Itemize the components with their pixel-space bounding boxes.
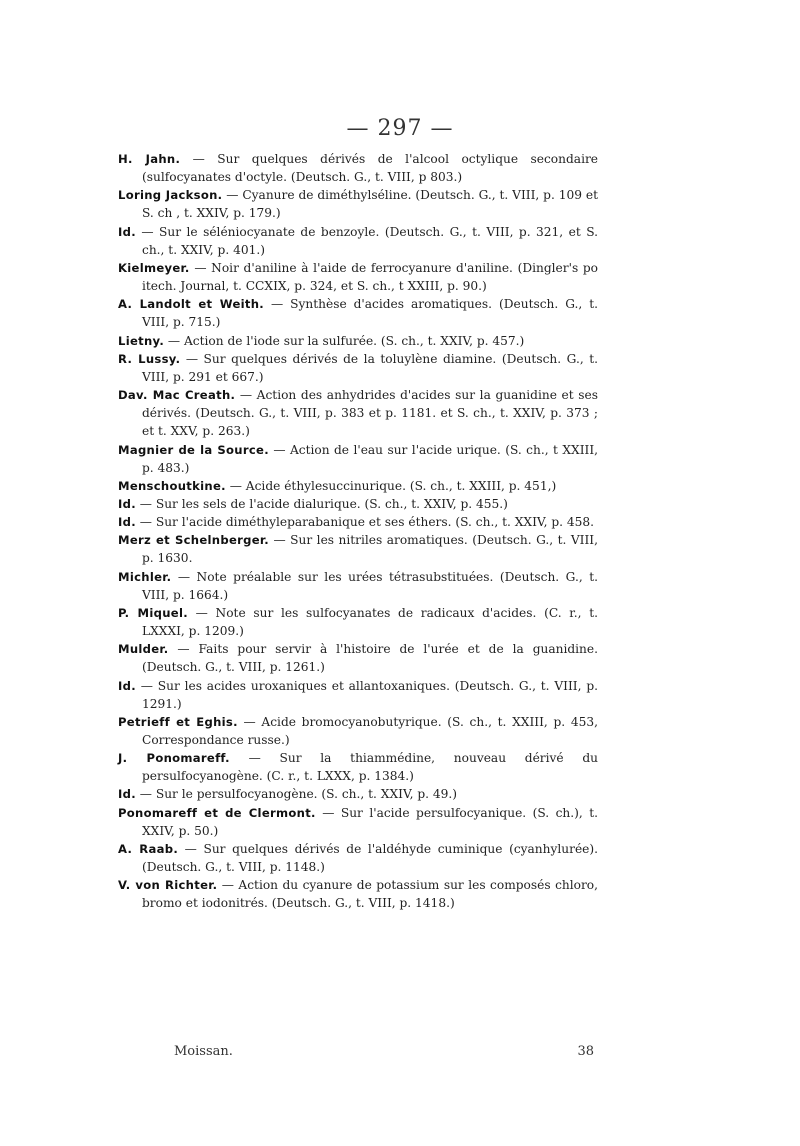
entry-text: — Sur quelques dérivés de la toluylène diamine. (Deutsch. G., t. VIII, p. 291 et 667.) — [142, 351, 599, 384]
bibliography-entry — [118, 876, 598, 912]
entry-author: Id. — [118, 224, 136, 239]
entry-author: Dav. Mac Creath. — [118, 388, 236, 403]
entry-text: — Sur l'acide persulfocyanique. (S. ch.), t. XXIV, p. 50.) — [142, 805, 599, 838]
entry-author: Loring Jackson. — [118, 188, 223, 203]
entry-text: — Action des anhydrides d'acides sur la guanidine et ses dérivés. (Deutsch. G., t. VIII, p. 383 et p. 1181. et S. ch., t. XXIV, p. 373 ; et t. XXV, p. 263.) — [142, 388, 599, 439]
entry-author: Menschoutkine. — [118, 478, 226, 493]
entry-author: Kielmeyer. — [118, 260, 190, 275]
bibliography-entry — [118, 604, 598, 640]
entry-author: Id. — [118, 787, 136, 802]
entry-text: — Faits pour servir à l'histoire de l'urée et de la guanidine. (Deutsch. G., t. VIII, p. 1261.) — [142, 642, 598, 675]
bibliography-entry — [118, 804, 598, 840]
entry-author: A. Raab. — [118, 841, 179, 856]
bibliography-entry — [118, 749, 598, 785]
entry-author: Id. — [118, 515, 136, 530]
entry-text: — Sur les acides uroxaniques et allantoxaniques. (Deutsch. G., t. VIII, p. 1291.) — [140, 678, 598, 711]
bibliography-entry — [118, 495, 598, 513]
bibliography-entry — [118, 150, 598, 186]
entry-author: Petrieff et Eghis. — [118, 714, 238, 729]
entry-author: H. Jahn. — [118, 152, 181, 166]
entry-author: Michler. — [118, 569, 172, 584]
entry-text: — Noir d'aniline à l'aide de ferrocyanure d'aniline. (Dingler's po itech. Journal, t. CCXIX, p. 324, et S. ch., t XXIII, p. 90.) — [142, 260, 599, 294]
entry-text: — Action de l'iode sur la sulfurée. (S. ch., t. XXIV, p. 457.) — [167, 333, 525, 348]
bibliography-entry — [118, 640, 598, 676]
bibliography-entry — [118, 332, 598, 350]
bibliography-entry — [118, 677, 598, 713]
entry-text: — Synthèse d'acides aromatiques. (Deutsch. G., t. VIII, p. 715.) — [142, 297, 599, 330]
entry-text: — Acide bromocyanobutyrique. (S. ch., t. XXIII, p. 453, Correspondance russe.) — [142, 714, 598, 747]
entry-author: Merz et Schelnberger. — [118, 533, 269, 548]
entry-text: — Sur l'acide diméthyleparabanique et ses éthers. (S. ch., t. XXIV, p. 458. — [139, 515, 595, 530]
entry-text: — Action du cyanure de potassium sur les composés chloro, bromo et iodonitrés. (Deutsch. G., t. VIII, p. 1418.) — [142, 878, 599, 911]
bibliography-entry — [118, 295, 598, 331]
entry-author: P. Miquel. — [118, 605, 188, 620]
entry-author: Magnier de la Source. — [118, 442, 269, 457]
entry-text: — Note préalable sur les urées tétrasubstituées. (Deutsch. G., t. VIII, p. 1664.) — [142, 569, 599, 602]
bibliography-entry — [118, 785, 598, 803]
entry-text: — Sur le séléniocyanate de benzoyle. (Deutsch. G., t. VIII, p. 321, et S. ch., t. XXIV, p. 401.) — [141, 224, 599, 257]
entry-author: Id. — [118, 678, 136, 693]
bibliography-entry — [118, 386, 598, 440]
entry-text: — Sur la thiammédine, nouveau dérivé du persulfocyanogène. (C. r., t. LXXX, p. 1384.) — [142, 751, 599, 784]
entry-author: A. Landolt et Weith. — [118, 297, 265, 312]
bibliography-entry — [118, 568, 598, 604]
bibliography-entry — [118, 713, 598, 749]
bibliography-entry — [118, 531, 598, 567]
entry-text: — Action de l'eau sur l'acide urique. (S. ch., t XXIII, p. 483.) — [142, 442, 599, 475]
entry-text: — Sur quelques dérivés de l'aldéhyde cuminique (cyanhylurée). (Deutsch. G., t. VIII, p. 1148.) — [142, 841, 599, 875]
entry-text: — Note sur les sulfocyanates de radicaux d'acides. (C. r., t. LXXXI, p. 1209.) — [142, 605, 598, 639]
bibliography-entry — [118, 259, 598, 295]
entry-author: Ponomareff et de Clermont. — [118, 805, 316, 820]
bibliography-entry — [118, 513, 598, 531]
entry-text: — Cyanure de diméthylséline. (Deutsch. G., t. VIII, p. 109 et S. ch , t. XXIV, p. 179.) — [142, 188, 598, 221]
sheet-number: 38 — [577, 1044, 594, 1059]
entry-text: — Sur les nitriles aromatiques. (Deutsch. G., t. VIII, p. 1630. — [142, 533, 598, 566]
entry-author: V. von Richter. — [118, 878, 218, 893]
entry-author: J. Ponomareff. — [118, 751, 230, 766]
entry-author: Mulder. — [118, 642, 169, 657]
entry-text: — Sur le persulfocyanogène. (S. ch., t. XXIV, p. 49.) — [139, 787, 458, 802]
bibliography-entry — [118, 441, 598, 477]
entry-author: Id. — [118, 496, 136, 511]
entry-text: — Sur les sels de l'acide dialurique. (S. ch., t. XXIV, p. 455.) — [139, 496, 508, 511]
bibliography-entry — [118, 223, 598, 259]
bibliography-entry — [118, 350, 598, 386]
bibliography-list — [118, 150, 598, 913]
bibliography-entry — [118, 840, 598, 876]
entry-text: — Acide éthylesuccinurique. (S. ch., t. XXIII, p. 451,) — [229, 478, 557, 493]
entry-author: R. Lussy. — [118, 351, 181, 366]
entry-text: — Sur quelques dérivés de l'alcool octylique secondaire (sulfocyanates d'octyle. (Deutsch. G., t. VIII, p 803.) — [142, 152, 599, 185]
bibliography-entry — [118, 477, 598, 495]
footer-signature: Moissan. — [174, 1044, 233, 1059]
bibliography-entry — [118, 186, 598, 222]
entry-author: Lietny. — [118, 333, 165, 348]
page-number: — 297 — — [346, 116, 454, 141]
